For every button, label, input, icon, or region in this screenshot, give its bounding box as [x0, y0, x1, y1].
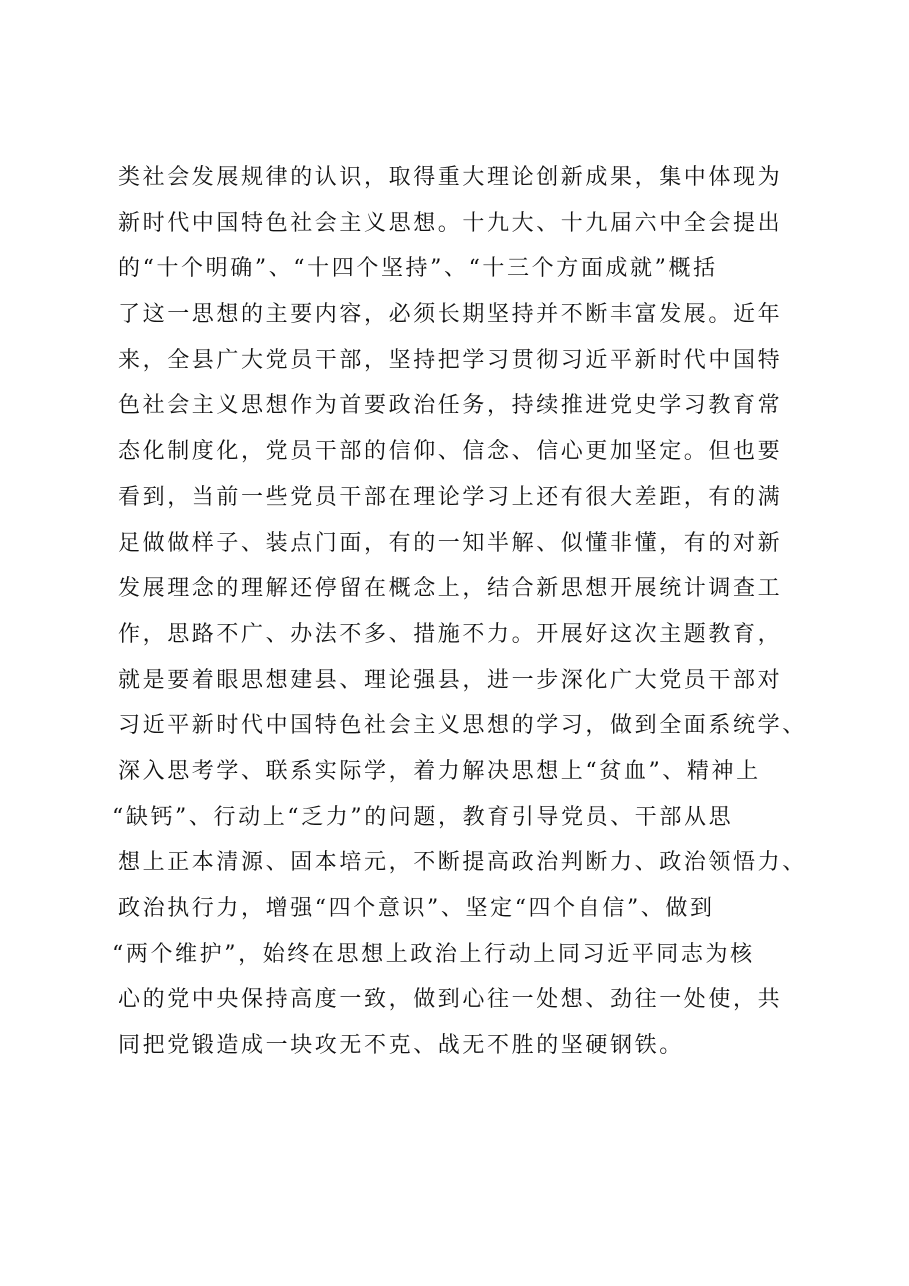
text-line: 想上正本清源、固本培元，不断提高政治判断力、政治领悟力、 — [118, 850, 807, 876]
text-line: 足做做样子、装点门面，有的一知半解、似懂非懂，有的对新 — [118, 530, 783, 556]
text-line: 深入思考学、联系实际学，着力解决思想上“贫血”、精神上 — [118, 758, 761, 784]
text-line: 色社会主义思想作为首要政治任务，持续推进党史学习教育常 — [118, 393, 783, 419]
text-line: 同把党锻造成一块攻无不克、战无不胜的坚硬钢铁。 — [118, 1033, 684, 1059]
text-line: 心的党中央保持高度一致，做到心往一处想、劲往一处使，共 — [118, 987, 783, 1013]
text-line: 发展理念的理解还停留在概念上，结合新思想开展统计调查工 — [118, 576, 783, 602]
text-line: 作，思路不广、办法不多、措施不力。开展好这次主题教育， — [118, 621, 783, 647]
text-line: 政治执行力，增强“四个意识”、坚定“四个自信”、做到 — [118, 896, 715, 921]
text-line: 类社会发展规律的认识，取得重大理论创新成果，集中体现为 — [118, 165, 783, 190]
text-line: 习近平新时代中国特色社会主义思想的学习，做到全面系统学、 — [118, 713, 807, 739]
text-line: “两个维护”，始终在思想上政治上行动上同习近平同志为核 — [112, 941, 755, 967]
text-line: 看到，当前一些党员干部在理论学习上还有很大差距，有的满 — [118, 484, 783, 510]
text-line: 了这一思想的主要内容，必须长期坚持并不断丰富发展。近年 — [118, 302, 783, 328]
body-paragraph — [112, 155, 808, 1069]
text-line: 的“十个明确”、“十四个坚持”、“十三个方面成就”概括 — [118, 256, 718, 282]
text-line: 态化制度化，党员干部的信仰、信念、信心更加坚定。但也要 — [118, 439, 783, 465]
text-line: “缺钙”、行动上“乏力”的问题，教育引导党员、干部从思 — [112, 804, 734, 830]
text-line: 新时代中国特色社会主义思想。十九大、十九届六中全会提出 — [118, 210, 783, 236]
text-line: 来，全县广大党员干部，坚持把学习贯彻习近平新时代中国特 — [118, 347, 783, 373]
text-line: 就是要着眼思想建县、理论强县，进一步深化广大党员干部对 — [118, 667, 783, 693]
